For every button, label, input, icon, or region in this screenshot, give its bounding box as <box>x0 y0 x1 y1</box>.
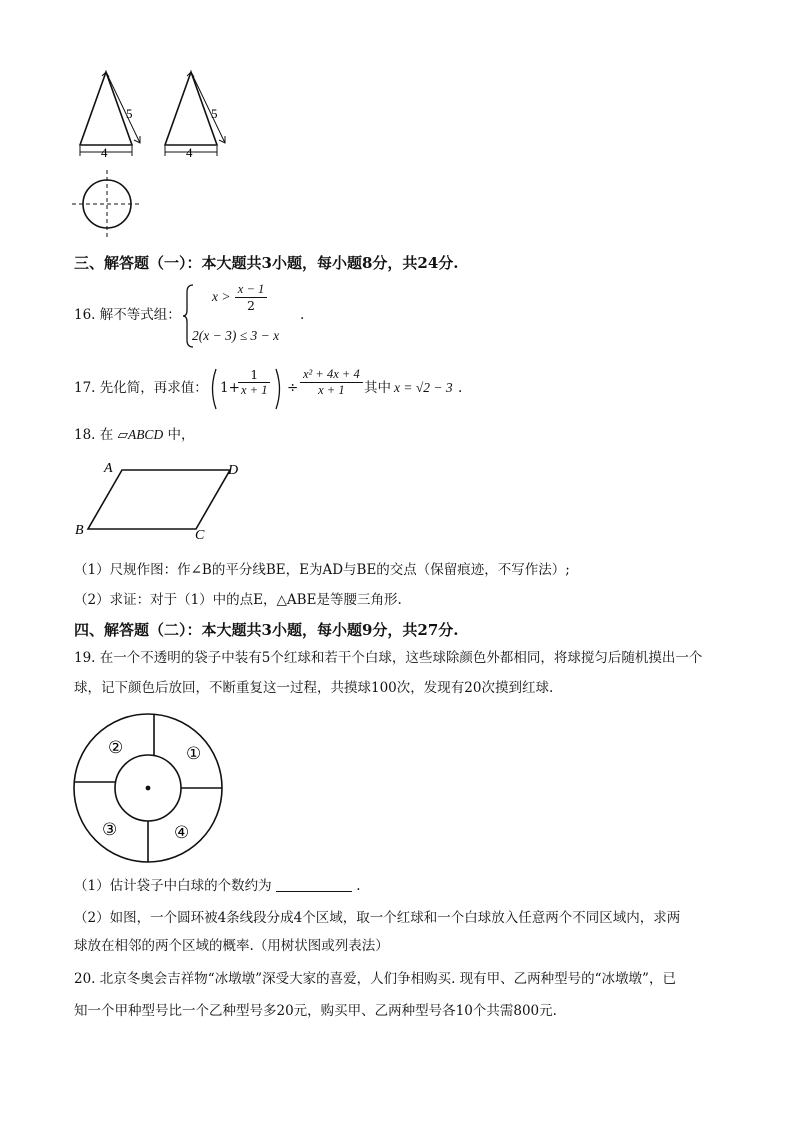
q17-frac1-numerator: 1 <box>238 367 270 383</box>
q16-period: . <box>300 307 305 323</box>
q17-value: x = √2 − 3 <box>394 380 453 395</box>
q18-part-2: （2）求证：对于（1）中的点E，△ABE是等腰三角形. <box>74 592 402 608</box>
q17-one: 1+ <box>220 380 240 396</box>
side-view-base-label: 4 <box>186 145 193 160</box>
center-dot <box>146 786 151 791</box>
q19-part-1-text: （1）估计袋子中白球的个数约为 <box>74 878 272 894</box>
q16-ineq1-denominator: 2 <box>247 298 255 313</box>
region-4-label: ④ <box>174 823 190 842</box>
ring-figure <box>70 705 230 865</box>
region-3-label: ③ <box>102 820 118 839</box>
q16-ineq1-left: x > <box>212 289 231 304</box>
question-17 <box>74 366 534 412</box>
q19-line-2: 球，记下颜色后放回，不断重复这一过程，共摸球100次，发现有20次摸到红球. <box>74 680 554 696</box>
q16-label: 16. 解不等式组： <box>74 307 181 323</box>
region-2-label: ② <box>108 738 124 757</box>
q17-fraction-1 <box>238 367 270 398</box>
q16-ineq1-fraction <box>235 282 267 313</box>
q19-line-1: 19. 在一个不透明的袋子中装有5个红球和若干个白球，这些球除颜色外都相同，将球搅匀后随机摸出一个 <box>74 650 703 666</box>
q17-left-paren <box>208 368 218 410</box>
q18-shape: ▱ABCD <box>117 427 164 442</box>
q19-part-2-line-1: （2）如图，一个圆环被4条线段分成4个区域，取一个红球和一个白球放入任意两个不同区域内，求两 <box>74 910 681 926</box>
q18-label: 18. 在 <box>74 427 114 443</box>
vertex-b-label: B <box>75 523 84 538</box>
q20-line-1: 20. 北京冬奥会吉祥物“冰墩墩”深受大家的喜爱，人们争相购买. 现有甲、乙两种型号的“冰墩墩”，已 <box>74 971 676 987</box>
q17-frac2-numerator: x² + 4x + 4 <box>300 367 363 383</box>
answer-blank[interactable] <box>276 877 352 892</box>
parallelogram-abcd <box>88 470 230 529</box>
side-view-slant-label: 5 <box>211 106 218 121</box>
parallelogram-figure <box>70 455 260 547</box>
top-view-circle <box>72 170 142 238</box>
q19-part-1-period: . <box>356 878 361 894</box>
question-16 <box>74 282 494 352</box>
q16-inequality-2: 2(x − 3) ≤ 3 − x <box>192 328 280 343</box>
q17-right-paren <box>274 368 284 410</box>
three-view-figure <box>60 60 260 240</box>
q18-suffix: 中， <box>167 427 195 443</box>
q17-label: 17. 先化简，再求值： <box>74 380 208 396</box>
q17-where: 其中 <box>364 380 391 396</box>
q17-period: . <box>458 380 463 396</box>
q18-part-1: （1）尺规作图：作∠B的平分线BE，E为AD与BE的交点（保留痕迹，不写作法）; <box>74 562 570 578</box>
section-4-heading: 四、解答题（二）：本大题共3小题，每小题9分，共27分. <box>74 621 459 639</box>
question-18-stem <box>74 425 195 445</box>
region-1-label: ① <box>186 744 202 763</box>
q20-line-2: 知一个甲种型号比一个乙种型号多20元，购买甲、乙两种型号各10个共需800元. <box>74 1003 557 1019</box>
vertex-a-label: A <box>104 461 113 476</box>
q17-divide-sign: ÷ <box>287 380 299 396</box>
q16-inequality-1 <box>212 282 267 313</box>
q17-frac2-denominator: x + 1 <box>318 383 345 397</box>
q17-frac1-denominator: x + 1 <box>241 383 268 397</box>
vertex-c-label: C <box>195 528 205 543</box>
section-3-heading: 三、解答题（一）：本大题共3小题，每小题8分，共24分. <box>74 254 459 272</box>
q16-ineq1-numerator: x − 1 <box>235 282 267 298</box>
front-view-slant-label: 5 <box>126 106 133 121</box>
q19-part-1 <box>74 876 360 896</box>
q19-part-2-line-2: 球放在相邻的两个区域的概率.（用树状图或列表法） <box>74 938 389 954</box>
q17-fraction-2 <box>300 367 363 398</box>
vertex-d-label: D <box>228 463 239 478</box>
front-view-base-label: 4 <box>101 145 108 160</box>
